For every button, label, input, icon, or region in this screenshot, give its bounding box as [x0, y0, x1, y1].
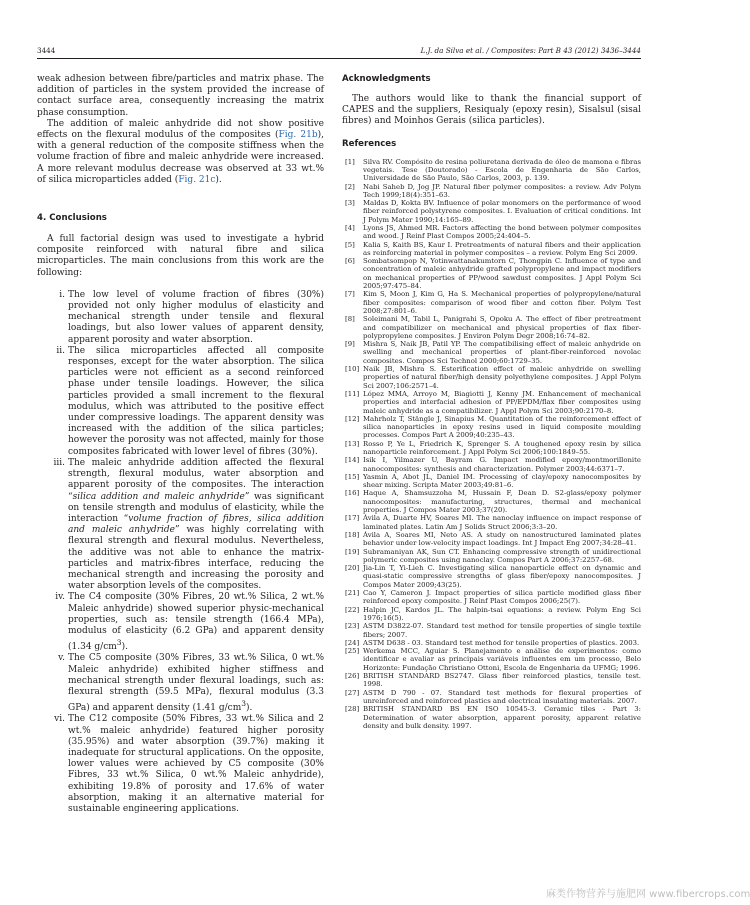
- reference-text: Lyons JS, Ahmed MR. Factors affecting the bond between polymer composites and wood. J Reinf Plast Compos 2005;24:404–5.: [363, 223, 641, 241]
- section-heading: 4. Conclusions: [37, 213, 107, 224]
- reference-text: Mahrholz T, Stängle J, Sinapius M. Quantitation of the reinforcement effect of silica nanoparticles in epoxy resins used in liquid composite moulding processes. Compos Part A 2009;40:235–43.: [363, 414, 641, 440]
- reference-item: [342, 365, 641, 390]
- reference-item: [342, 340, 641, 365]
- reference-text: Soleimani M, Tabil L, Panigrahi S, Opoku A. The effect of fiber pretreatment and compatibilizer on mechanical and physical properties of flax fiber-polypropylene composites. J Environ Polym Degr 2008;16:74–82.: [363, 315, 641, 340]
- reference-number: [9]: [345, 340, 355, 349]
- page-number: 3444: [37, 46, 56, 55]
- watermark: 麻类作物营养与施肥网 www.fibercrops.com: [546, 889, 750, 900]
- reference-text: Haque A, Shamsuzzoha M, Hussain F, Dean D. S2-glass/epoxy polymer nanocomposites: manufacturing, structures, thermal and mechanical properties. J Compos Mater 2003;37(20).: [363, 489, 641, 515]
- reference-text: BRITISH STANDARD BS EN ISO 10545-3. Ceramic tiles - Part 3: Determination of water absorption, apparent porosity, apparent relative density and bulk density. 1997.: [363, 705, 641, 730]
- section-heading: References: [342, 138, 397, 149]
- reference-text: Nabi Saheb D, Jog JP. Natural fiber polymer composites: a review. Adv Polym Tech 1999;18(4):351–63.: [363, 182, 641, 199]
- reference-item: [342, 183, 641, 200]
- reference-number: [2]: [345, 182, 355, 191]
- reference-text: Halpin JC, Kardos JL. The halpin-tsai equations: a review. Polym Eng Sci 1976;16(5).: [363, 605, 641, 622]
- reference-number: [13]: [345, 439, 360, 448]
- reference-item: [342, 639, 641, 647]
- figure-link[interactable]: Fig. 21c: [178, 174, 216, 185]
- reference-text: Ávila A, Soares MI, Neto AS. A study on nanostructured laminated plates behavior under low-velocity impact loadings. Int J Impact Eng 2007;34:28–41.: [363, 530, 641, 548]
- reference-number: [6]: [345, 257, 355, 266]
- reference-number: [8]: [345, 315, 355, 324]
- section-heading: Acknowledgments: [342, 74, 431, 84]
- reference-text: Rosso P, Ye L, Friedrich K, Sprenger S. A toughened epoxy resin by silica nanoparticle reinforcement. J Appl Polym Sci 2006;100:1849–55.: [363, 439, 641, 456]
- list-item: ii. The silica microparticles affected all composite responses, except for the water absorption. The silica particles were not efficient as a second reinforced phase under tensile loadings. However, the silica particles provided a small increment to the flexural modulus, which was attributed to the positive effect under compressive loadings. The apparent density was increased with the addition of the silica particles; however the porosity was not affected, mainly for those composites fabricated with lower level of fibres (30%).: [56, 345, 324, 457]
- reference-text: Cao Y, Cameron J. Impact properties of silica particle modified glass fiber reinforced epoxy composite. J Reinf Plast Compos 2006;25(7).: [363, 589, 641, 606]
- reference-item: [342, 589, 641, 606]
- reference-item: [342, 290, 641, 315]
- conclusions-list: [37, 290, 324, 815]
- reference-item: [342, 548, 641, 565]
- reference-number: [4]: [345, 223, 355, 232]
- reference-text: ASTM D 790 - 07. Standard test methods for flexural properties of unreinforced and reinforced plastics and electrical insulating materials. 2007.: [363, 688, 641, 705]
- reference-item: [342, 199, 641, 224]
- reference-number: [7]: [345, 290, 355, 299]
- reference-number: [5]: [345, 240, 355, 249]
- reference-number: [12]: [345, 414, 360, 423]
- reference-text: Maldas D, Kokta BV. Influence of polar monomers on the performance of wood fiber reinforced polystyrene composites. I. Evaluation of critical conditions. Int J Polym Mater 1990;14:165–89.: [363, 199, 641, 224]
- reference-number: [1]: [345, 157, 355, 166]
- reference-text: Silva RV. Compósito de resina poliuretana derivada de óleo de mamona e fibras vegetais. Tese (Doutorado) - Escola de Engenharia de São Carlos, Universidade de São Paulo, São Carlos, 2003, p. 139.: [363, 157, 641, 183]
- reference-item: [342, 456, 641, 473]
- paragraph: A full factorial design was used to investigate a hybrid composite reinforced with natural fibre and silica microparticles. The main conclusions from this work are the following:: [37, 234, 324, 278]
- reference-item: [342, 647, 641, 672]
- reference-item: [342, 489, 641, 514]
- reference-item: [342, 705, 641, 730]
- running-title: L.J. da Silva et al. / Composites: Part B 43 (2012) 3436–3444: [420, 46, 641, 55]
- list-item: iv. The C4 composite (30% Fibres, 20 wt.% Silica, 2 wt.% Maleic anhydride) showed superior physic-mechanical properties, such as: tensile strength (166.4 MPa), modulus of elasticity (6.2 GPa) and apparent density (1.34 $g/cm^3$).: [55, 592, 324, 653]
- reference-item: [342, 315, 641, 340]
- reference-number: [25]: [345, 647, 360, 656]
- reference-number: [21]: [345, 589, 360, 598]
- list-item: vi. The C12 composite (50% Fibres, 33 wt.% Silica and 2 wt.% maleic anhydride) featured higher porosity (35.95%) and water absorption (39.7%) making it inadequate for structural applications. On the opposite, lower values were achieved by C5 composite (30% Fibres, 33 wt.% Silica, 0 wt.% Maleic anhydride), exhibiting 19.8% of porosity and 17.6% of water absorption, making it an alternative material for sustainable engineering applications.: [54, 714, 324, 814]
- reference-number: [22]: [345, 605, 360, 614]
- reference-text: Naik JB, Mishra S. Esterification effect of maleic anhydride on swelling properties of natural fiber/high density polyethylene composites. J Appl Polym Sci 2007;106:2571–4.: [363, 365, 641, 390]
- list-item: i. The low level of volume fraction of fibres (30%) provided not only higher modulus of elasticity and mechanical strength under tensile and flexural loadings, but also lower values of apparent density, apparent porosity and water absorption.: [59, 289, 324, 345]
- list-item: iii. The maleic anhydride addition affected the flexural strength, flexural modulus, water absorption and apparent porosity of the composites. The interaction “silica addition and maleic anhydride” was significant on tensile strength and modulus of elasticity, while the interaction “volume fraction of fibres, silica addition and maleic anhydride” was highly correlating with flexural strength and flexural modulus. Nevertheless, the additive was not able to enhance the matrix-particles and matrix-fibres interface, reducing the mechanical strength and increasing the porosity and water absorption levels of the composites.: [53, 457, 325, 592]
- reference-text: Kim S, Moon J, Kim G, Ha S. Mechanical properties of polypropylene/natural fiber composites: comparison of wood fiber and cotton fiber. Polym Test 2008;27:801–6.: [363, 290, 641, 315]
- reference-item: [342, 531, 641, 548]
- header-rule: [37, 58, 641, 59]
- reference-item: [342, 473, 641, 490]
- reference-number: [3]: [345, 199, 355, 208]
- reference-number: [16]: [345, 489, 360, 498]
- figure-link[interactable]: Fig. 21b: [278, 130, 318, 141]
- reference-item: [342, 224, 641, 241]
- reference-text: Subramaniyan AK, Sun CT. Enhancing compressive strength of unidirectional polymeric composites using nanoclay. Compos Part A 2006;37:2257–68.: [363, 547, 641, 564]
- reference-text: Sombatsompop N, Yotinwattanakumtorn C, Thongpin C. Influence of type and concentration of maleic anhydride grafted polypropylene and impact modifiers on mechanical properties of PP/wood sawdust composites. J Appl Polym Sci 2005;97:475–84.: [363, 257, 641, 291]
- paragraph: The authors would like to thank the financial support of CAPES and the suppliers, Resiqualy (epoxy resin), Sisalsul (sisal fibres) and Moinhos Gerais (silica particles).: [342, 94, 641, 127]
- reference-item: [342, 606, 641, 623]
- reference-text: López MMA, Arroyo M, Biagiotti J, Kenny JM. Enhancement of mechanical properties and interfacial adhesion of PP/EPDM/flax fiber composites using maleic anhydride as a compatibilizer. J Appl Polym Sci 2003;90:2170–8.: [363, 389, 641, 415]
- reference-number: [18]: [345, 530, 360, 539]
- reference-item: [342, 158, 641, 183]
- list-item: v. The C5 composite (30% Fibres, 33 wt.% Silica, 0 wt.% Maleic anhydride) exhibited higher stiffness and mechanical strength under flexural loadings, such as: flexural strength (59.5 MPa), flexural modulus (3.3 GPa) and apparent density (1.41 $g/cm^3$).: [58, 653, 324, 714]
- reference-text: ASTM D638 - 03. Standard test method for tensile properties of plastics. 2003.: [363, 638, 640, 647]
- reference-text: BRITISH STANDARD BS2747. Glass fiber reinforced plastics, tensile test. 1998.: [363, 672, 641, 689]
- reference-number: [23]: [345, 622, 360, 631]
- reference-text: Jia-Lin T, Yi-Lieh C. Investigating silica nanoparticle effect on dynamic and quasi-static compressive strengths of glass fiber/epoxy nanocomposites. J Compos Mater 2009;43(25).: [363, 564, 641, 589]
- reference-item: [342, 564, 641, 589]
- reference-number: [11]: [345, 389, 360, 398]
- reference-text: Yasmin A, Abot JL, Daniel IM. Processing of clay/epoxy nanocomposites by shear mixing. Scripta Mater 2003;49:81–6.: [363, 472, 641, 490]
- reference-text: Isik I, Yilmazer U, Bayram G. Impact modified epoxy/montmorillonite nanocomposites: synthesis and characterization. Polymer 2003;44:6371–7.: [363, 456, 641, 473]
- paragraph: weak adhesion between fibre/particles and matrix phase. The addition of particles in the system provided the increase of contact surface area, consequently increasing the matrix phase consumption.: [37, 74, 324, 118]
- reference-item: [342, 415, 641, 440]
- reference-item: [342, 241, 641, 258]
- reference-number: [19]: [345, 547, 360, 556]
- reference-text: Kalia S, Kaith BS, Kaur I. Pretreatments of natural fibers and their application as reinforcing material in polymer composites – a review. Polym Eng Sci 2009.: [363, 240, 641, 257]
- reference-item: [342, 390, 641, 415]
- reference-item: [342, 440, 641, 457]
- reference-item: [342, 622, 641, 639]
- reference-text: Werkema MCC, Aguiar S. Planejamento e análise de experimentos: como identificar e avaliar as principais variáveis influentes em um processo, Belo Horizonte: Fundação Christiano Ottoni, Escola de Engenharia da UFMG; 1996.: [363, 647, 641, 672]
- reference-text: Mishra S, Naik JB, Patil YP. The compatibilising effect of maleic anhydride on swelling and mechanical properties of plant-fiber-reinforced novolac composites. Compos Sci Technol 2000;60:1729–35.: [363, 340, 641, 365]
- reference-text: Ávila A, Duarte HV, Soares MI. The nanoclay influence on impact response of laminated plates. Latin Am J Solids Struct 2006;3:3–20.: [363, 514, 641, 531]
- reference-number: [17]: [345, 514, 360, 523]
- reference-item: [342, 257, 641, 290]
- reference-number: [28]: [345, 705, 360, 714]
- reference-number: [27]: [345, 688, 360, 697]
- reference-number: [24]: [345, 638, 360, 647]
- reference-item: [342, 689, 641, 706]
- references-list: [342, 158, 641, 730]
- paragraph: The addition of maleic anhydride did not show positive effects on the flexural modulus of the composites (Fig. 21b), with a general reduction of the composite stiffness when the volume fraction of fibre and maleic anhydride were increased. A more relevant modulus decrease was observed at 33 wt.% of silica microparticles added (Fig. 21c).: [37, 118, 324, 185]
- reference-number: [10]: [345, 365, 360, 374]
- reference-number: [20]: [345, 564, 360, 573]
- reference-item: [342, 672, 641, 689]
- reference-number: [15]: [345, 472, 360, 481]
- reference-item: [342, 514, 641, 531]
- reference-number: [14]: [345, 456, 360, 465]
- reference-number: [26]: [345, 672, 360, 681]
- right-column: [342, 74, 641, 730]
- reference-text: ASTM D3822-07. Standard test method for tensile properties of single textile fibers; 2007.: [363, 622, 641, 639]
- left-column: [37, 74, 324, 815]
